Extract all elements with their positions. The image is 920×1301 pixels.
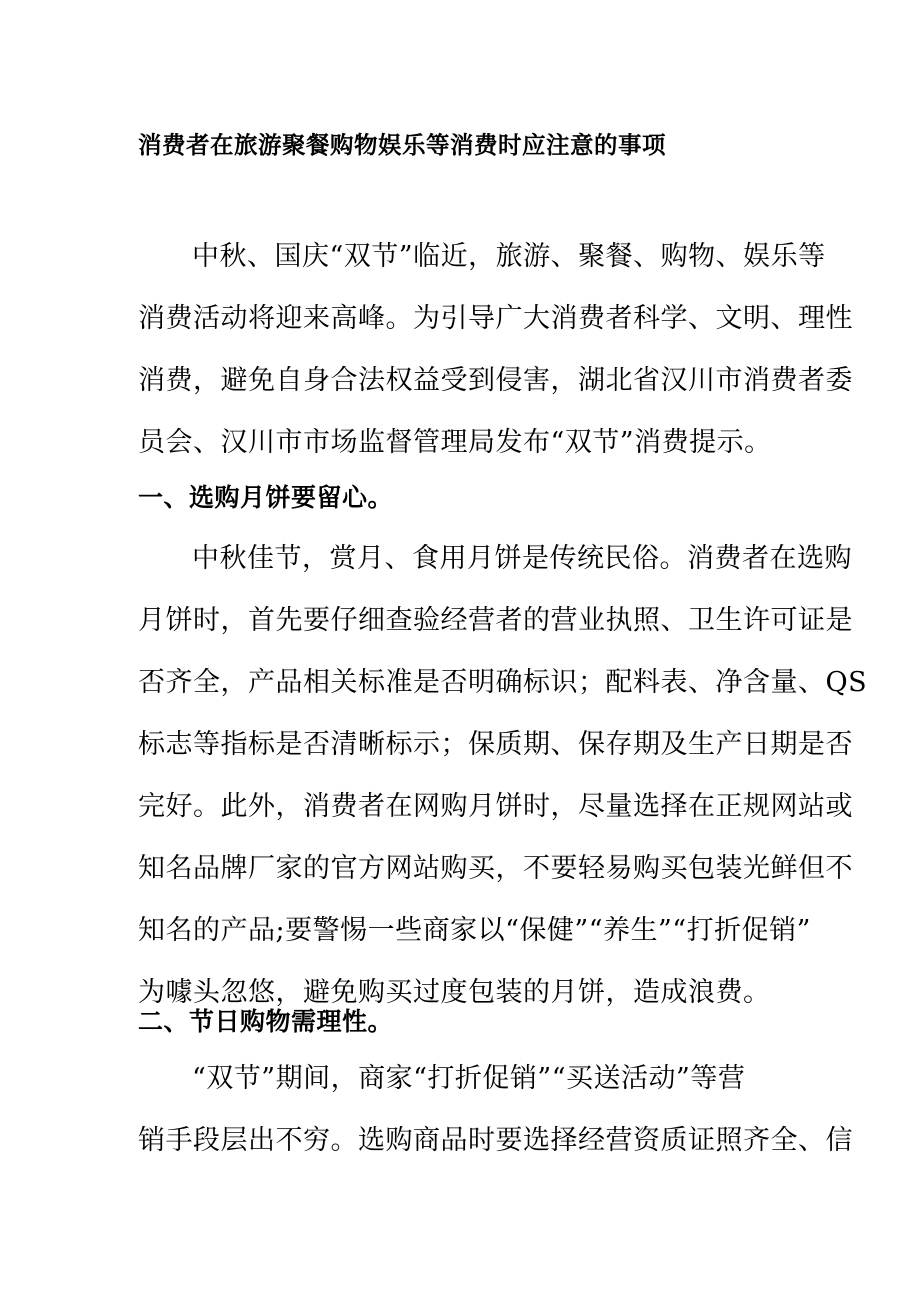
paragraph-line: 消费，避免自身合法权益受到侵害，湖北省汉川市消费者委 — [138, 365, 853, 396]
paragraph-line: 标志等指标是否清晰标示；保质期、保存期及生产日期是否 — [138, 729, 853, 760]
section-1-paragraph — [138, 528, 868, 1024]
paragraph-line: 知名的产品;要警惕一些商家以“保健”“养生”“打折促销” — [138, 915, 811, 946]
section-heading-2: 二、节日购物需理性。 — [138, 1007, 394, 1036]
paragraph-line: 中秋佳节，赏月、食用月饼是传统民俗。消费者在选购 — [192, 543, 852, 574]
paragraph-line: 完好。此外，消费者在网购月饼时，尽量选择在正规网站或 — [138, 791, 853, 822]
paragraph-line: 知名品牌厂家的官方网站购买，不要轻易购买包装光鲜但不 — [138, 853, 853, 884]
section-2-paragraph — [138, 1048, 853, 1172]
paragraph-line: “双节”期间，商家“打折促销”“买送活动”等营 — [192, 1063, 746, 1094]
section-heading-1: 一、选购月饼要留心。 — [138, 483, 394, 512]
intro-paragraph — [138, 226, 853, 474]
paragraph-line: 消费活动将迎来高峰。为引导广大消费者科学、文明、理性 — [138, 303, 853, 334]
paragraph-line: 员会、汉川市市场监督管理局发布“双节”消费提示。 — [138, 427, 772, 458]
paragraph-line: 月饼时，首先要仔细查验经营者的营业执照、卫生许可证是 — [138, 605, 853, 636]
paragraph-line: 中秋、国庆“双节”临近，旅游、聚餐、购物、娱乐等 — [192, 241, 826, 272]
document-title: 消费者在旅游聚餐购物娱乐等消费时应注意的事项 — [138, 131, 666, 159]
paragraph-line: 销手段层出不穷。选购商品时要选择经营资质证照齐全、信 — [138, 1125, 853, 1156]
paragraph-line: 否齐全，产品相关标准是否明确标识；配料表、净含量、QS — [138, 667, 868, 698]
paragraph-line: 为噱头忽悠，避免购买过度包装的月饼，造成浪费。 — [138, 977, 771, 1008]
